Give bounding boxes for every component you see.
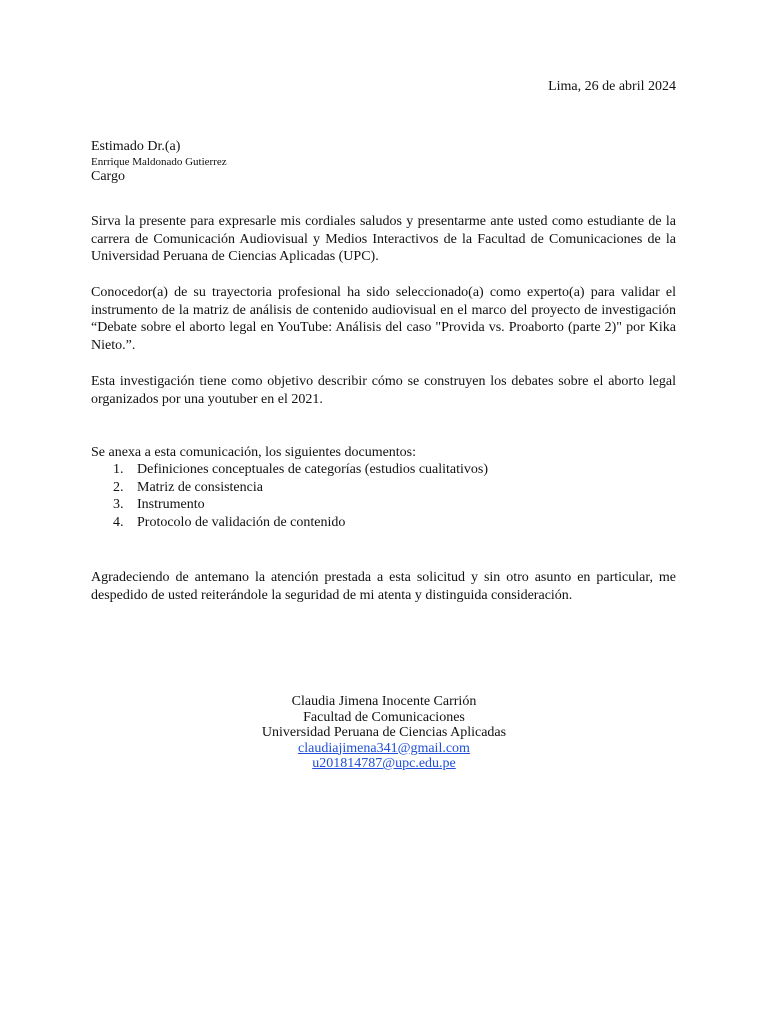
list-item-number: 1. bbox=[113, 462, 124, 477]
list-item-text: Instrumento bbox=[137, 497, 205, 512]
recipient-block bbox=[91, 139, 681, 185]
recipient-greeting: Estimado Dr.(a) bbox=[91, 139, 181, 154]
personal-email-link[interactable]: claudiajimena341@gmail.com bbox=[298, 740, 470, 756]
closing-paragraph: Agradeciendo de antemano la atención prestada a esta solicitud y sin otro asunto en particular, me despedido de usted reiterándole la seguridad de mi atenta y distinguida consideración. bbox=[91, 570, 676, 603]
list-item-text: Definiciones conceptuales de categorías (estudios cualitativos) bbox=[137, 462, 489, 477]
objective-paragraph: Esta investigación tiene como objetivo describir cómo se construyen los debates sobre el aborto legal organizados por una youtuber en el 2021. bbox=[91, 374, 676, 407]
letter-date: Lima, 26 de abril 2024 bbox=[548, 79, 676, 94]
list-item bbox=[113, 496, 488, 514]
recipient-name: Enrrique Maldonado Gutierrez bbox=[91, 156, 227, 168]
list-item-number: 3. bbox=[113, 497, 124, 512]
list-item bbox=[113, 514, 488, 532]
signature-faculty: Facultad de Comunicaciones bbox=[303, 709, 465, 725]
annex-list bbox=[113, 461, 488, 531]
recipient-position: Cargo bbox=[91, 169, 125, 184]
list-item-text: Matriz de consistencia bbox=[137, 479, 263, 495]
list-item-number: 4. bbox=[113, 514, 124, 530]
signature-name: Claudia Jimena Inocente Carrión bbox=[291, 694, 477, 709]
signature-university: Universidad Peruana de Ciencias Aplicadas bbox=[261, 725, 507, 740]
list-item bbox=[113, 479, 488, 497]
selection-paragraph: Conocedor(a) de su trayectoria profesional ha sido seleccionado(a) como experto(a) para validar el instrumento de la matriz de análisis de contenido audiovisual en el marco del proyecto de investigación “Debate sobre el aborto legal en YouTube: Análisis del caso "Provida vs. Proaborto (parte 2)" por Kika Nieto.”. bbox=[91, 285, 676, 353]
list-item bbox=[113, 461, 488, 479]
list-item-text: Protocolo de validación de contenido bbox=[137, 514, 346, 530]
signature-block bbox=[0, 694, 768, 772]
intro-paragraph: Sirva la presente para expresarle mis cordiales saludos y presentarme ante usted como estudiante de la carrera de Comunicación Audiovisual y Medios Interactivos de la Facultad de Comunicaciones de la Universidad Peruana de Ciencias Aplicadas (UPC). bbox=[91, 214, 676, 264]
annex-intro: Se anexa a esta comunicación, los siguientes documentos: bbox=[91, 445, 417, 460]
institutional-email-link[interactable]: u201814787@upc.edu.pe bbox=[312, 756, 456, 771]
list-item-number: 2. bbox=[113, 479, 124, 495]
